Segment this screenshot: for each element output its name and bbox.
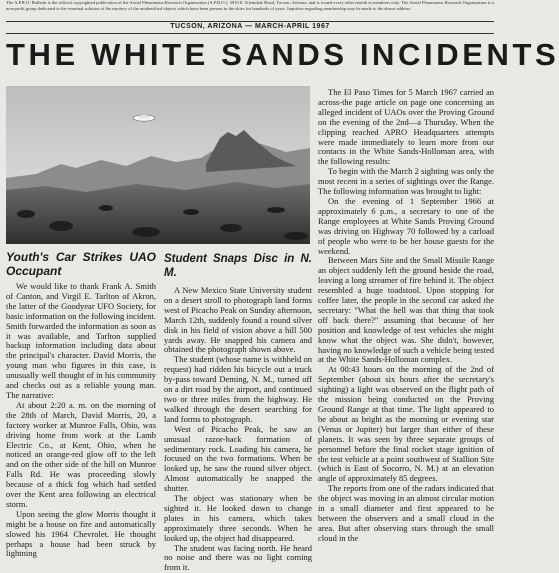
article-student-snaps-disc [164,252,312,573]
article-paragraph: Upon seeing the glow Morris thought it might be a house on fire and automatically slowed his 1964 Chevrolet. He thought perhaps a house had been struck by lightning [6,508,156,559]
article-youths-car [6,250,156,559]
article-paragraph: To begin with the March 2 sighting was only the most recent in a series of sightings over the Range. The following information was brought to light: [318,166,494,197]
masthead-notice: The A.P.R.O. Bulletin is the official copyrighted publication of the Aerial Phenomena Research Organization (A.P.R.O.), 3910 E. Kleindale Road, Tucson, Arizona, and is issued every other month to members only. The Aerial Phenomena Research Organization is a non-profit group dedicated to the eventual solution of the mystery of the unidentified objects which have been present in the skies for hundreds of years. Inquiries regarding membership may be made to the above address. [6,0,494,11]
article-paragraph: At about 2:20 a. m. on the morning of the 28th of March, David Morris, 20, a factory worker at Munroe Falls, Ohio, was driving home from work at the Lamb Electric Co., at Kent, Ohio, when he noticed an orange-red glow off to the left and on the other side of the hill on Munroe Falls Rd. He was proceeding slowly because of a thick fog which had settled over the Kent area following an electrical storm. [6,399,156,509]
article-paragraph: The object was stationary when he sighted it. He looked down to change plates in his camera, which takes approximately three seconds. When he looked up, the object had disappeared. [164,493,312,543]
article-heading: Youth's Car Strikes UAO Occupant [6,250,156,278]
article-paragraph: We would like to thank Frank A. Smith of Canton, and Virgil E. Tarlton of Akron, the latter of the Goodyear UFO Society, for basic information on the following incident. Smith forwarded the information as soon as it was available, and Tarlton supplied backup information including data about the principal's character. David Morris, the young man who figures in this case, is unusually well thought of in his community and checks out as a reliable young man. The narrative: [6,281,156,400]
dateline: TUCSON, ARIZONA — MARCH-APRIL 1967 [170,23,330,30]
article-heading: Student Snaps Disc in N. M. [164,253,312,279]
article-paragraph: At 00:43 hours on the morning of the 2nd of September (about six hours after the secretary's sighting) a light was observed on the flight path of the mission being conducted on the Proving Ground Range at that time. The light appeared to be about as bright as the morning or evening star (Venus or Jupiter) but larger than either of these planets. It was seen by three separate groups of personnel before the final rocket stage ignition of the test vehicle at a point southwest of Stallion Site (which is East of Socorro, N. M.) at an elevation angle of approximately 85 degrees. [318,364,494,484]
article-paragraph: The El Paso Times for 5 March 1967 carried an across-the page article on page one concerning an alleged incident of UAOs over the Proving Ground on the evening of the 2nd—a Thursday. When the clipping reached APRO Headquarters attempts were made immediately to learn more from our contacts in the White Sands-Holloman area, with the following results: [318,87,494,167]
article-paragraph: A New Mexico State University student on a desert stroll to photograph land forms west of Picacho Peak on Sunday afternoon, March 12th, suddenly found a round silver disk in his field of vision above a hill 500 yards away. He snapped his camera and obtained the photograph shown above. [164,285,312,355]
article-paragraph: Between Mars Site and the Small Missile Range an object suddenly left the ground beside the road, leaving a long streamer of fire behind it. The object resembled a huge toadstool. Upon stopping for coffee later, the people in the second car asked the secretary: "What the hell was that thing that took off back there?" assuming that because of her position and knowledge of test vehicles she might know what the object was. She didn't, however, having no knowledge of such a vehicle being tested at the White Sands-Holloman complex. [318,255,494,365]
divider [6,21,494,22]
article-paragraph: The reports from one of the radars indicated that the object was moving in an almost circular motion in a small diameter and first appeared to be between the observers and a small cloud in the area. But after observing stars through the small cloud in the [318,483,494,543]
article-white-sands [318,88,494,544]
ufo-photograph [6,86,310,244]
article-paragraph: The student was facing north. He heard no noise and there was no light coming from it. [164,542,312,573]
headline: THE WHITE SANDS INCIDENTS [6,37,559,72]
divider [6,33,494,34]
article-paragraph: West of Picacho Peak, he saw an unusual razor-back formation of sedimentary rock. Loading his camera, he focused on the two formations. When he looked up, he saw the round silver object. Almost automatically he snapped the shutter. [164,423,312,494]
article-paragraph: The student (whose name is withheld on request) had ridden his bicycle out a truck by-pass toward Deming, N. M., turned off on a dirt road by the airport, and continued two or three miles from the highway. He walked through the desert searching for land forms to photograph. [164,354,312,424]
article-paragraph: On the evening of 1 September 1966 at approximately 6 p.m., a secretary to one of the Range employees at White Sands Proving Ground was driving on Highway 70 followed by a carload of people who were to be her house guests for the weekend. [318,195,494,256]
desert-photo-graphic [6,86,310,244]
